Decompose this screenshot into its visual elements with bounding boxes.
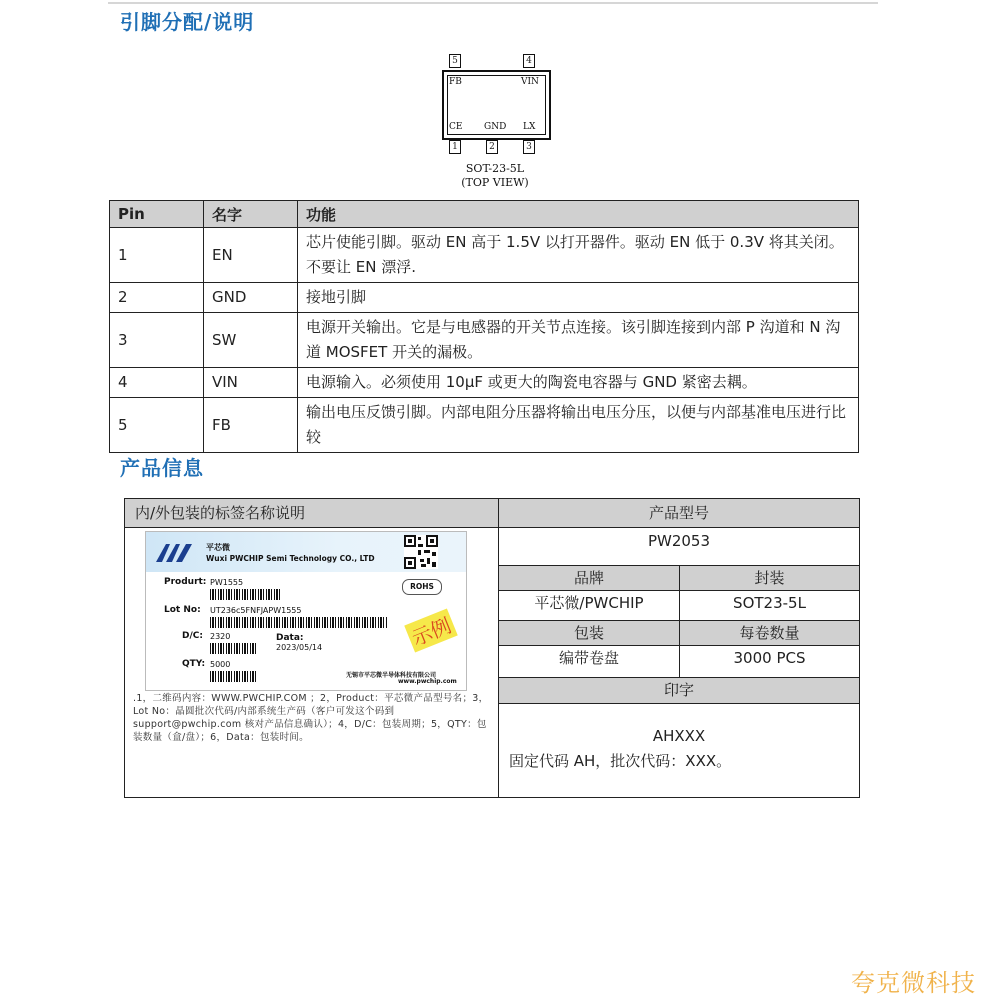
marking-note: 固定代码 AH，批次代码：XXX。: [509, 752, 732, 770]
pin-name: SW: [204, 313, 298, 368]
qty-barcode-icon: [210, 671, 258, 682]
pin-number: 5: [110, 398, 204, 453]
pin-label-ce: CE: [449, 122, 463, 132]
model-value: PW2053: [499, 528, 859, 566]
sample-stamp: 示例: [404, 608, 458, 652]
label-data-val: 2023/05/14: [276, 643, 323, 652]
marking-header: 印字: [499, 678, 859, 704]
pin-4-box: 4: [523, 54, 535, 68]
pwchip-logo-icon: [154, 540, 198, 564]
header-pin: Pin: [110, 201, 204, 228]
qty-value: 3000 PCS: [733, 649, 806, 667]
pin-number: 3: [110, 313, 204, 368]
label-dc-key: D/C:: [182, 631, 203, 641]
label-lot-key: Lot No:: [164, 605, 201, 615]
qty-header: 每卷数量: [739, 624, 800, 642]
pin-name: GND: [204, 283, 298, 313]
label-web: www.pwchip.com: [398, 678, 457, 685]
pin-function: 芯片使能引脚。驱动 EN 高于 1.5V 以打开器件。驱动 EN 低于 0.3V 将其关闭。不要让 EN 漂浮.: [298, 228, 859, 283]
label-description-header: 内/外包装的标签名称说明: [125, 499, 498, 528]
pin-name: FB: [204, 398, 298, 453]
pin-number: 1: [110, 228, 204, 283]
package-view: (TOP VIEW): [461, 176, 529, 189]
pin-label-gnd: GND: [484, 122, 507, 132]
model-header: 产品型号: [499, 499, 859, 528]
label-brand-cn: 平芯微: [206, 543, 230, 552]
label-qty-key: QTY:: [182, 659, 206, 669]
package-label-sample: [145, 531, 467, 691]
header-function: 功能: [298, 201, 859, 228]
table-row: [110, 313, 859, 368]
pin-number: 4: [110, 368, 204, 398]
pin-3-box: 3: [523, 140, 535, 154]
packing-header: 包装: [573, 624, 604, 642]
label-description-column: [125, 499, 499, 797]
pin-function: 电源输入。必须使用 10μF 或更大的陶瓷电容器与 GND 紧密去耦。: [298, 368, 859, 398]
product-barcode-icon: [210, 589, 282, 600]
table-row: [110, 283, 859, 313]
pin-2-box: 2: [486, 140, 498, 154]
packing-value: 编带卷盘: [558, 649, 619, 667]
label-company-cn: 无锡市平芯微半导体科技有限公司: [346, 672, 437, 679]
package-header: 封装: [754, 569, 785, 587]
column-divider: [679, 566, 680, 677]
label-dc-val: 2320: [210, 632, 231, 641]
label-qty-val: 5000: [210, 660, 231, 669]
product-section-title: 产品信息: [120, 456, 204, 480]
pin-number: 2: [110, 283, 204, 313]
label-product-val: PW1555: [210, 578, 244, 587]
label-data-key: Data:: [276, 633, 304, 643]
marking-value: AHXXX: [652, 727, 706, 745]
brand-value: 平芯微/PWCHIP: [534, 594, 644, 612]
product-info-table: [124, 498, 860, 798]
pin-function: 输出电压反馈引脚。内部电阻分压器将输出电压分压，以便与内部基准电压进行比较: [298, 398, 859, 453]
rohs-badge: ROHS: [402, 579, 442, 595]
pin-label-vin: VIN: [521, 77, 539, 87]
qr-code-icon: [404, 535, 438, 569]
top-rule: [108, 2, 878, 4]
pin-function: 电源开关输出。它是与电感器的开关节点连接。该引脚连接到内部 P 沟道和 N 沟道 MOSFET 开关的漏极。: [298, 313, 859, 368]
pin-function: 接地引脚: [298, 283, 859, 313]
table-row: [110, 228, 859, 283]
table-row: [110, 398, 859, 453]
label-note: .1，二维码内容：WWW.PWCHIP.COM ；2，Product：平芯微产品型号名；3，Lot No：晶圆批次代码/内部系统生产码（客户可发这个码到 support@pwchip.com 核对产品信息确认）；4，D/C：包装周期；5，QTY：包装数量（盒/盘）；6，Data：包装时间。: [133, 693, 489, 743]
pin-label-lx: LX: [523, 122, 536, 132]
pin-table-header: [110, 201, 859, 228]
pin-table: [109, 200, 859, 453]
label-product-key: Produrt:: [164, 577, 207, 587]
pin-name: VIN: [204, 368, 298, 398]
pin-1-box: 1: [449, 140, 461, 154]
label-company: Wuxi PWCHIP Semi Technology CO., LTD: [206, 554, 375, 563]
table-row: [110, 368, 859, 398]
pin-5-box: 5: [449, 54, 461, 68]
brand-header: 品牌: [573, 569, 604, 587]
package-value: SOT23-5L: [733, 594, 806, 612]
product-spec-column: [499, 499, 859, 797]
header-name: 名字: [204, 201, 298, 228]
pin-label-fb: FB: [449, 77, 462, 87]
dc-barcode-icon: [210, 643, 258, 654]
pin-section-title: 引脚分配/说明: [120, 10, 255, 34]
pin-name: EN: [204, 228, 298, 283]
watermark: 夸克微科技: [851, 969, 976, 997]
lot-barcode-icon: [210, 617, 388, 628]
label-lot-val: UT236c5FNFJAPW1555: [210, 606, 302, 615]
package-name: SOT-23-5L: [465, 162, 525, 175]
